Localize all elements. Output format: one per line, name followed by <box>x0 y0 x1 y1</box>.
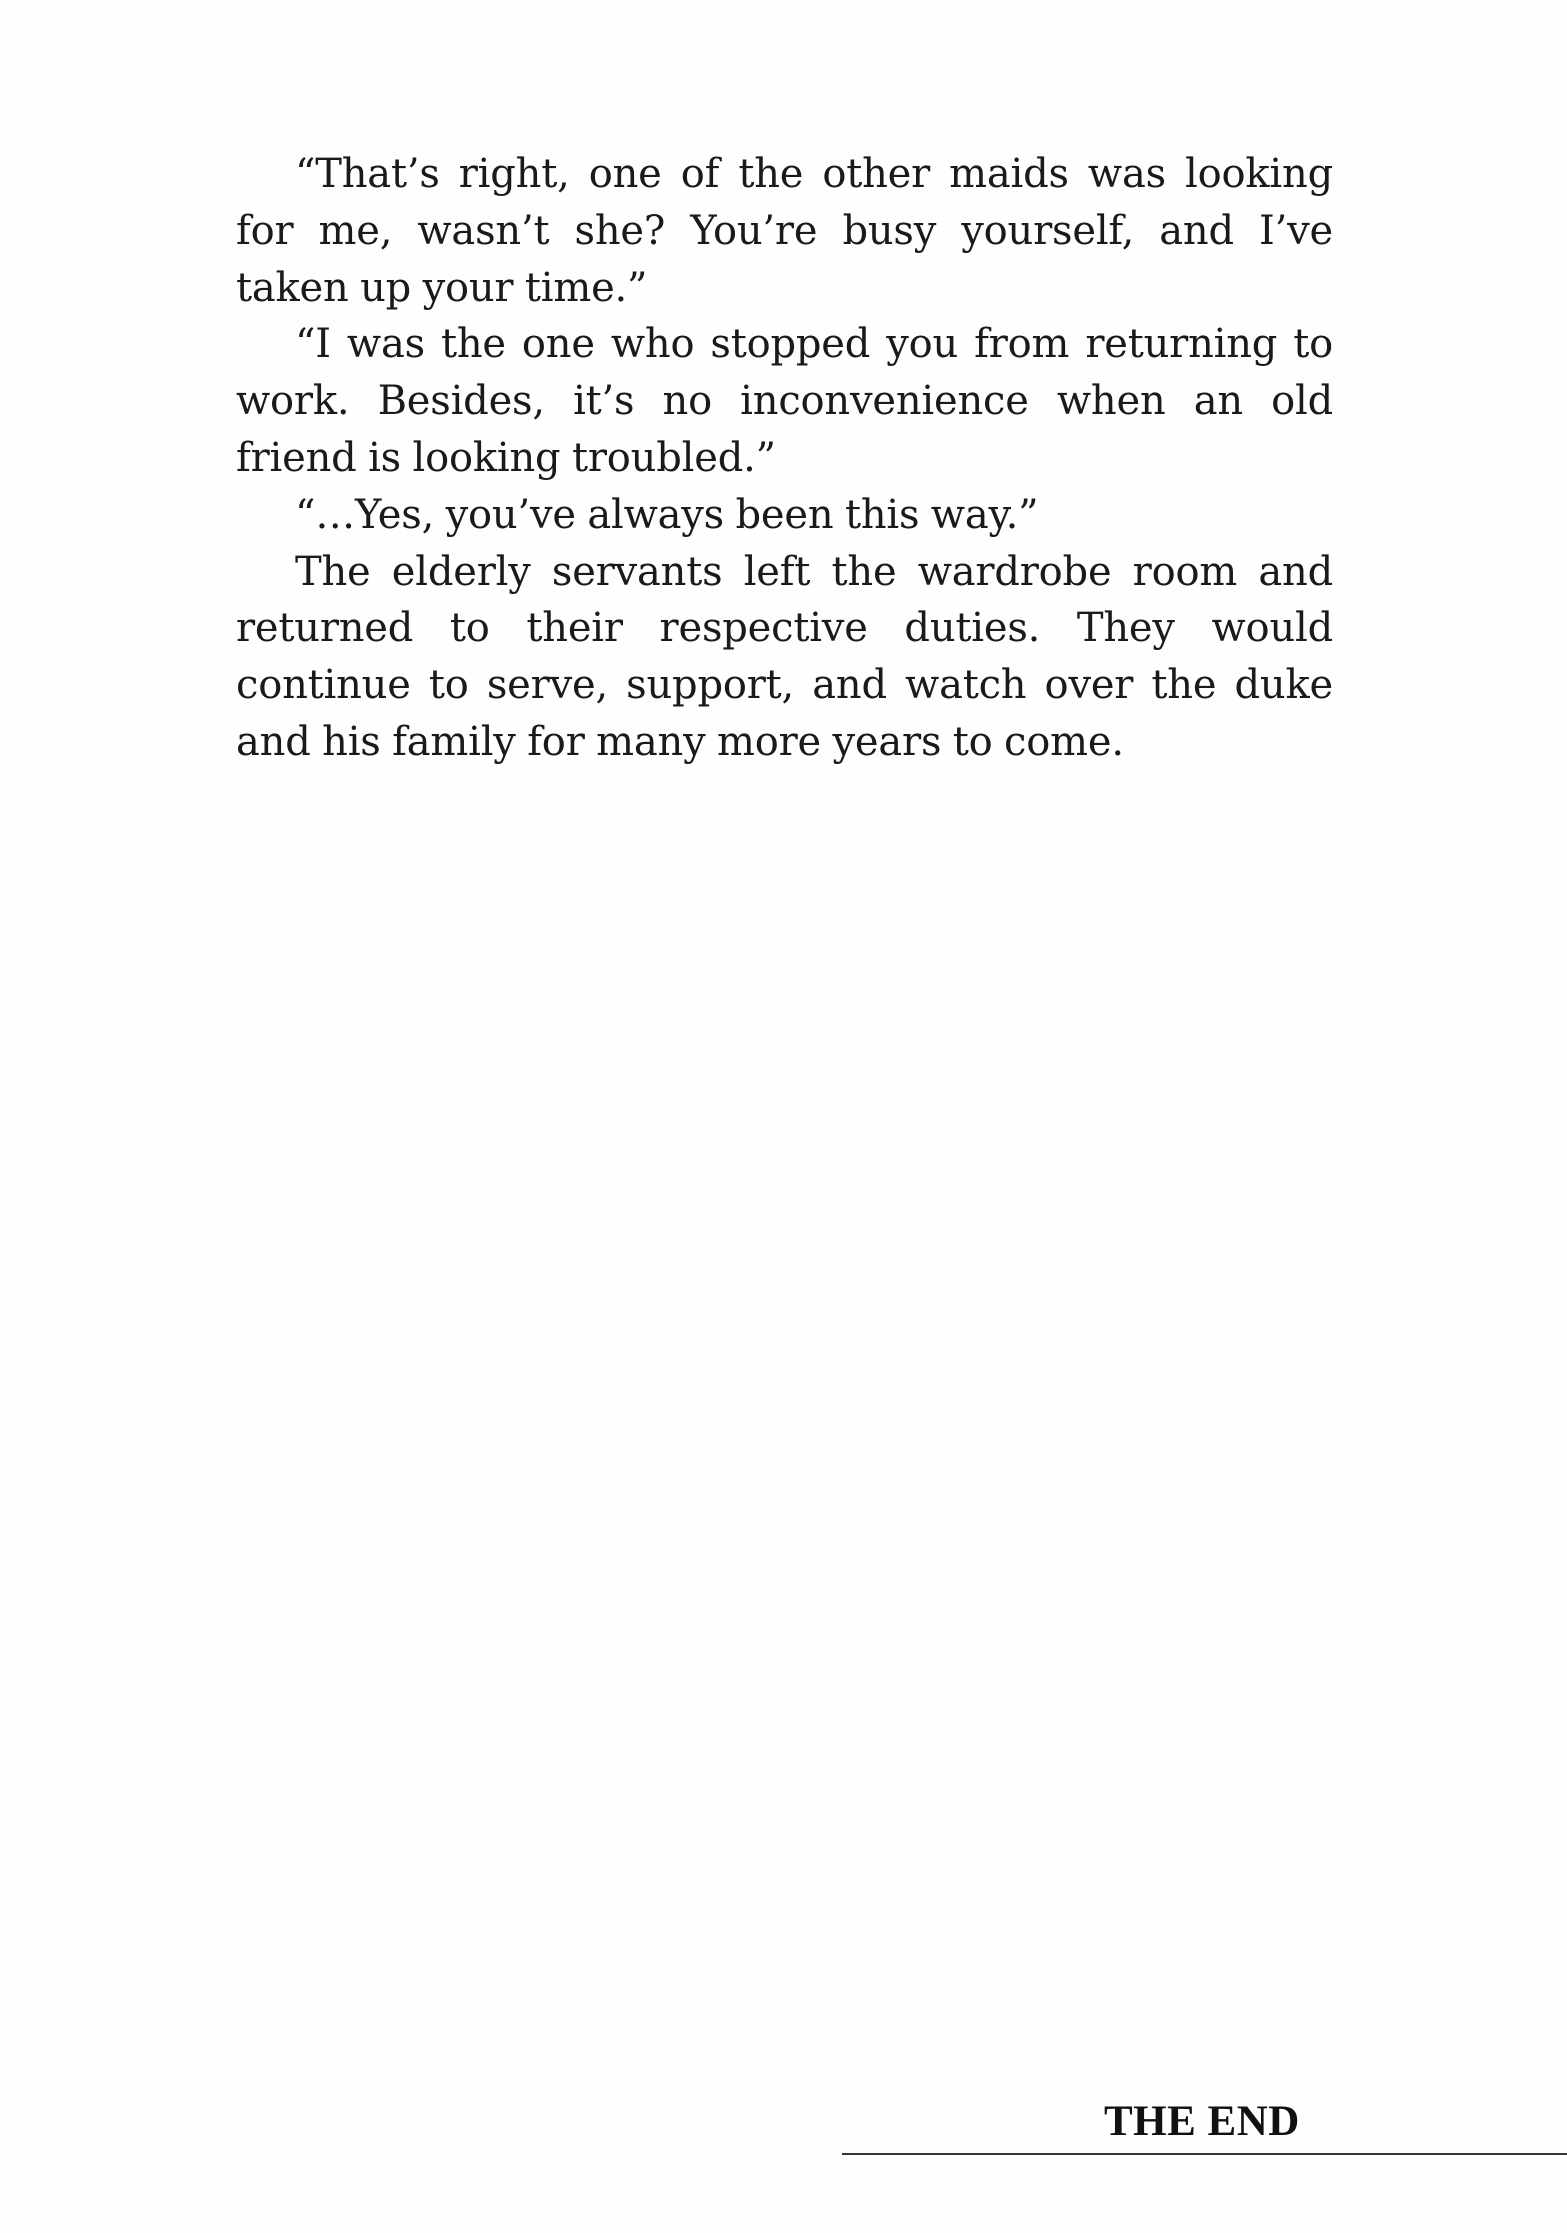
paragraph-dialogue-2: “I was the one who stopped you from returning to work. Besides, it’s no inconvenience when an old friend is looking troubled.” <box>236 321 1333 481</box>
paragraph-dialogue-1: “That’s right, one of the other maids was looking for me, wasn’t she? You’re busy yourself, and I’ve taken up your time.” <box>236 151 1333 311</box>
the-end-heading: THE END <box>1104 2098 1300 2145</box>
body-text <box>236 146 1333 771</box>
paragraph-narration: The elderly servants left the wardrobe room and returned to their respective duties. They would continue to serve, support, and watch over the duke and his family for many more years to come. <box>236 548 1333 765</box>
end-divider-line <box>842 2153 1567 2155</box>
paragraph-dialogue-3: “…Yes, you’ve always been this way.” <box>295 491 1039 538</box>
